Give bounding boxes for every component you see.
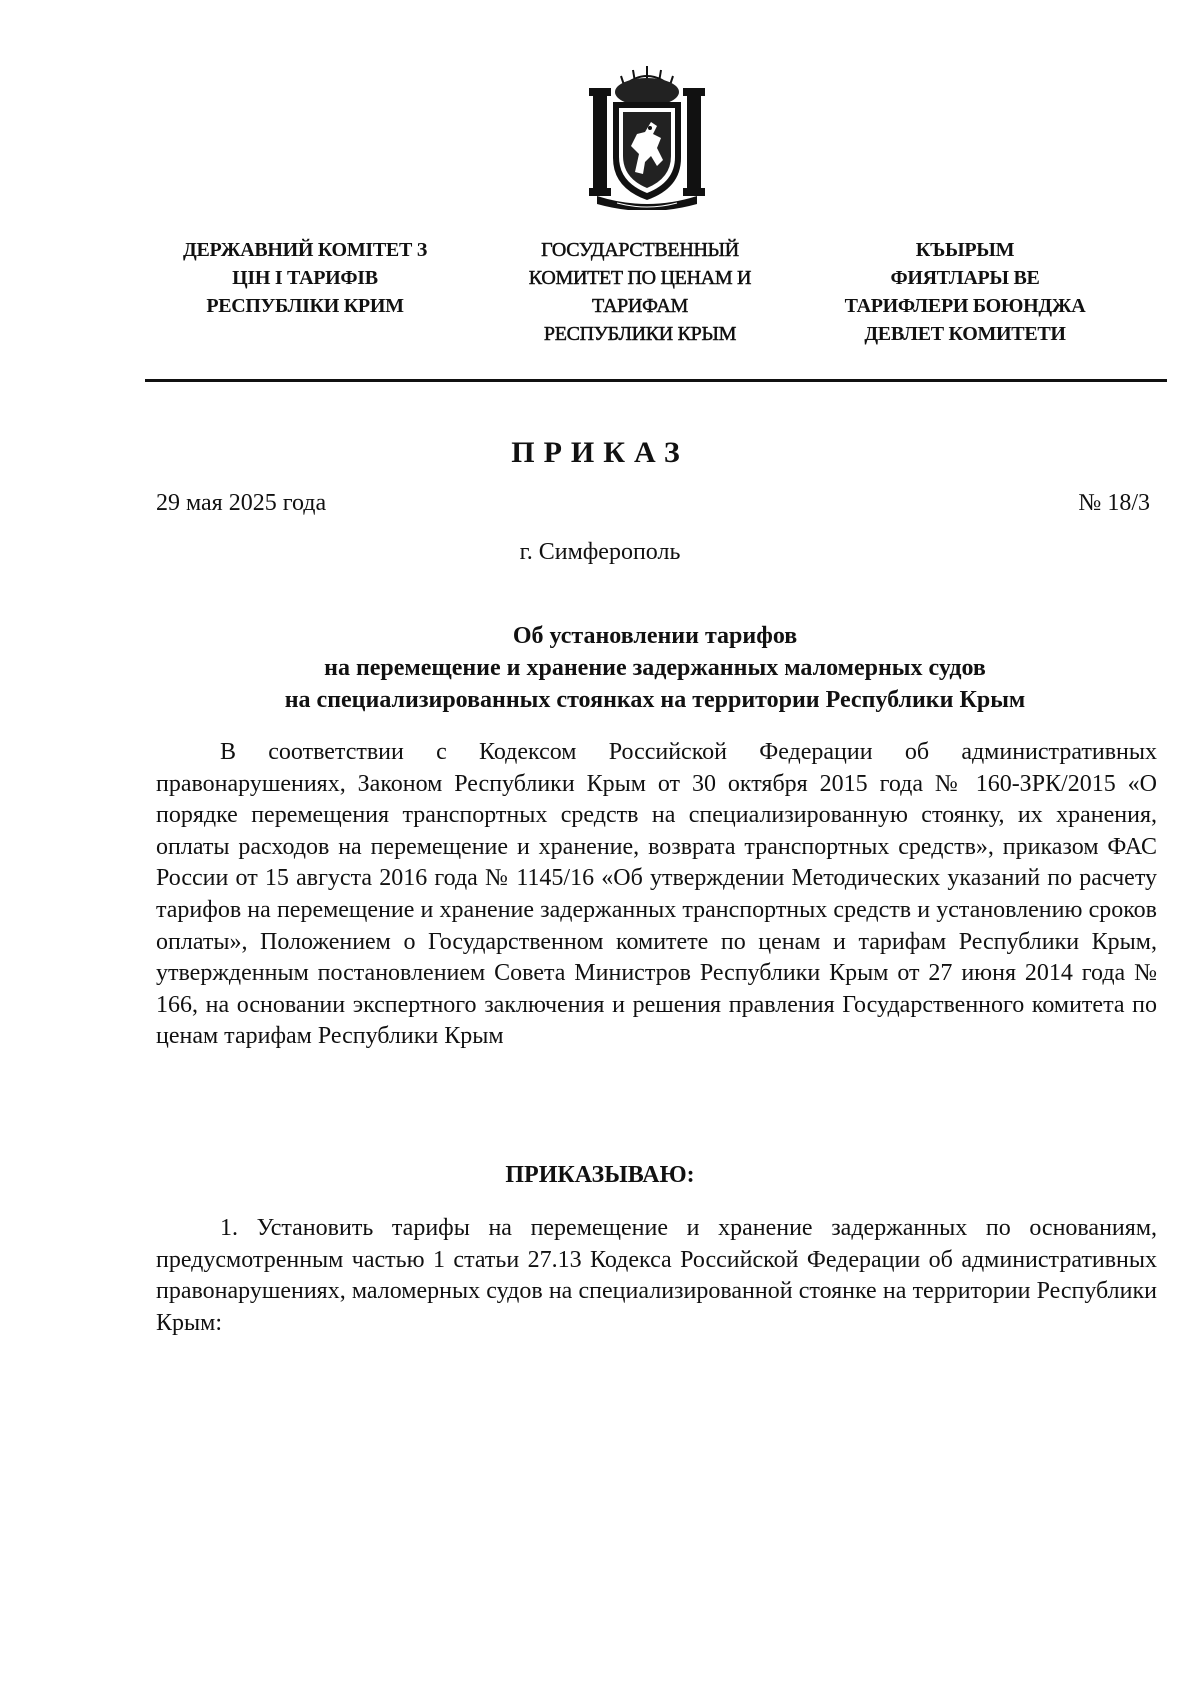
coat-of-arms-emblem [587,62,707,210]
document-number: № 18/3 [1078,490,1150,516]
header-ukrainian [155,236,455,320]
document-city: г. Симферополь [519,539,681,565]
header-row [155,236,1115,356]
header-right-line-2: ФИЯТЛАРЫ ВЕ [890,267,1040,289]
header-russian [490,236,790,348]
header-left-line-2: ЦІН І ТАРИФІВ [232,267,378,289]
header-center-line-3: ТАРИФАМ [592,295,688,317]
subject-line-3: на специализированных стоянках на территории Республики Крым [284,687,1026,713]
subject-line-2: на перемещение и хранение задержанных маломерных судов [324,655,986,681]
header-right-line-4: ДЕВЛЕТ КОМИТЕТИ [864,323,1066,345]
preamble-paragraph: В соответствии с Кодексом Российской Федерации об административных правонарушениях, Законом Республики Крым от 30 октября 2015 года № 160-ЗРК/2015 «О порядке перемещения транспортных средств на специализированную стоянку, их хранения, оплаты расходов на перемещение и хранение, возврата транспортных средств», приказом ФАС России от 15 августа 2016 года № 1145/16 «Об утверждении Методических указаний по расчету тарифов на перемещение и хранение задержанных транспортных средств и установлению сроков оплаты», Положением о Государственном комитете по ценам и тарифам Республики Крым, утвержденным постановлением Совета Министров Республики Крым от 27 июня 2014 года № 166, на основании экспертного заключения и решения правления Государственного комитета по ценам тарифам Республики Крым [156,739,1157,1050]
header-center-line-4: РЕСПУБЛИКИ КРЫМ [543,323,737,345]
header-left-line-3: РЕСПУБЛІКИ КРИМ [206,295,404,317]
subject-line-1: Об установлении тарифов [512,623,798,649]
header-left-line-1: ДЕРЖАВНИЙ КОМІТЕТ З [183,239,427,261]
header-center-line-1: ГОСУДАРСТВЕННЫЙ [541,239,739,261]
order-heading: ПРИКАЗЫВАЮ: [505,1162,695,1188]
header-crimean-tatar [815,236,1115,348]
item-1-paragraph: 1. Установить тарифы на перемещение и хранение задержанных по основаниям, предусмотренным частью 1 статьи 27.13 Кодекса Российской Федерации об административных правонарушениях, маломерных судов на специализированной стоянке на территории Республики Крым: [156,1215,1157,1336]
document-title: ПРИКАЗ [511,436,689,469]
document-date: 29 мая 2025 года [156,490,327,516]
header-center-line-2: КОМИТЕТ ПО ЦЕНАМ И [528,267,752,289]
header-right-line-3: ТАРИФЛЕРИ БОЮНДЖА [844,295,1086,317]
header-divider [145,379,1167,382]
header-right-line-1: КЪЫРЫМ [915,239,1015,261]
document-subject [150,620,1160,716]
